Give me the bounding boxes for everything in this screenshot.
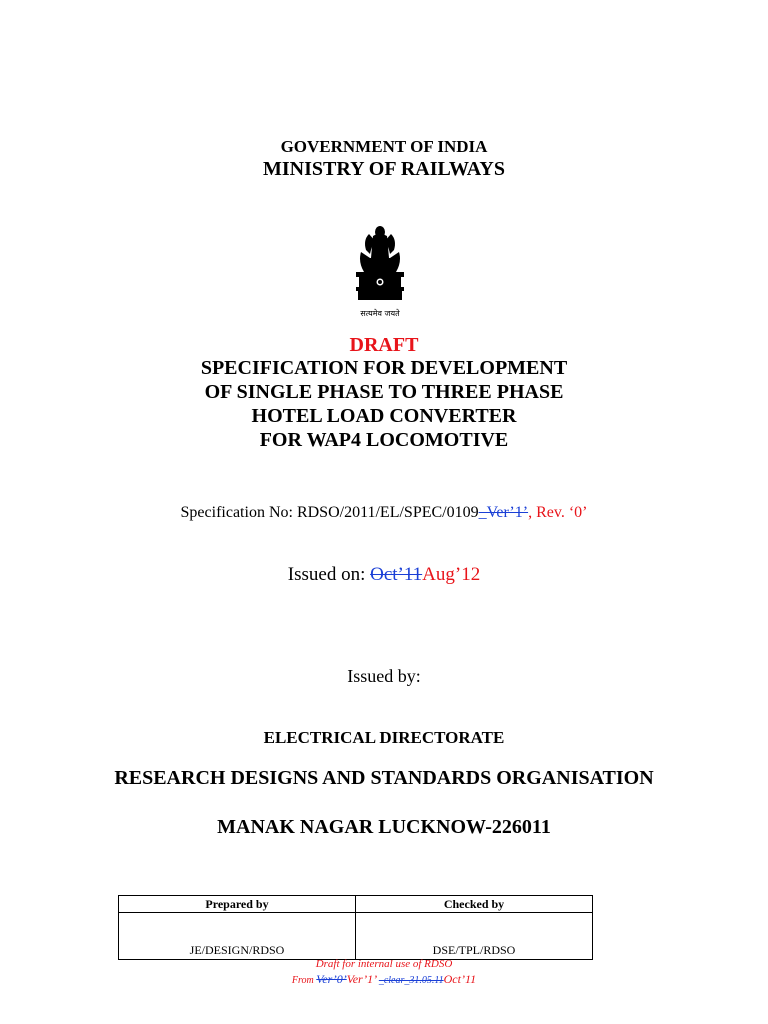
national-emblem-icon [339,222,421,322]
title-line: HOTEL LOAD CONVERTER [251,405,517,427]
directorate-name: ELECTRICAL DIRECTORATE [263,728,505,747]
issued-on-label: Issued on: [287,564,371,585]
prepared-by-header: Prepared by [119,896,356,913]
issued-on-date: Aug’12 [422,564,481,585]
spec-revision: , Rev. ‘0’ [528,504,588,521]
organisation-address: MANAK NAGAR LUCKNOW-226011 [217,816,551,838]
issued-on-struck-date: Oct’11 [370,564,423,585]
footer-date: Oct’11 [443,972,477,986]
specification-number [0,504,768,522]
government-heading: GOVERNMENT OF INDIA [280,137,488,156]
footer-version [0,972,768,987]
issued-on [0,564,768,586]
title-line: SPECIFICATION FOR DEVELOPMENT [200,357,568,379]
title-line: OF SINGLE PHASE TO THREE PHASE [204,381,564,403]
footer-internal-use: Draft for internal use of RDSO [315,958,453,970]
draft-label: DRAFT [349,334,419,356]
footer-struck-clear: _clear_31.05.11 [378,975,444,986]
issued-by-label: Issued by: [347,666,421,686]
prepared-by-value: JE/DESIGN/RDSO [119,913,356,960]
spec-struck-version: _Ver’1’ [478,504,529,521]
emblem-motto: सत्यमेव जयते [360,309,400,318]
footer-from: From [291,975,317,986]
footer-ver: Ver’1’ [346,972,379,986]
checked-by-value: DSE/TPL/RDSO [356,913,593,960]
organisation-name: RESEARCH DESIGNS AND STANDARDS ORGANISATION [114,767,654,789]
footer-struck-version: Ver’0’ [316,972,347,986]
ministry-heading: MINISTRY OF RAILWAYS [263,158,505,180]
checked-by-header: Checked by [356,896,593,913]
signoff-table [118,895,593,960]
spec-number-text: Specification No: RDSO/2011/EL/SPEC/0109 [180,504,479,521]
title-line: FOR WAP4 LOCOMOTIVE [259,429,509,451]
